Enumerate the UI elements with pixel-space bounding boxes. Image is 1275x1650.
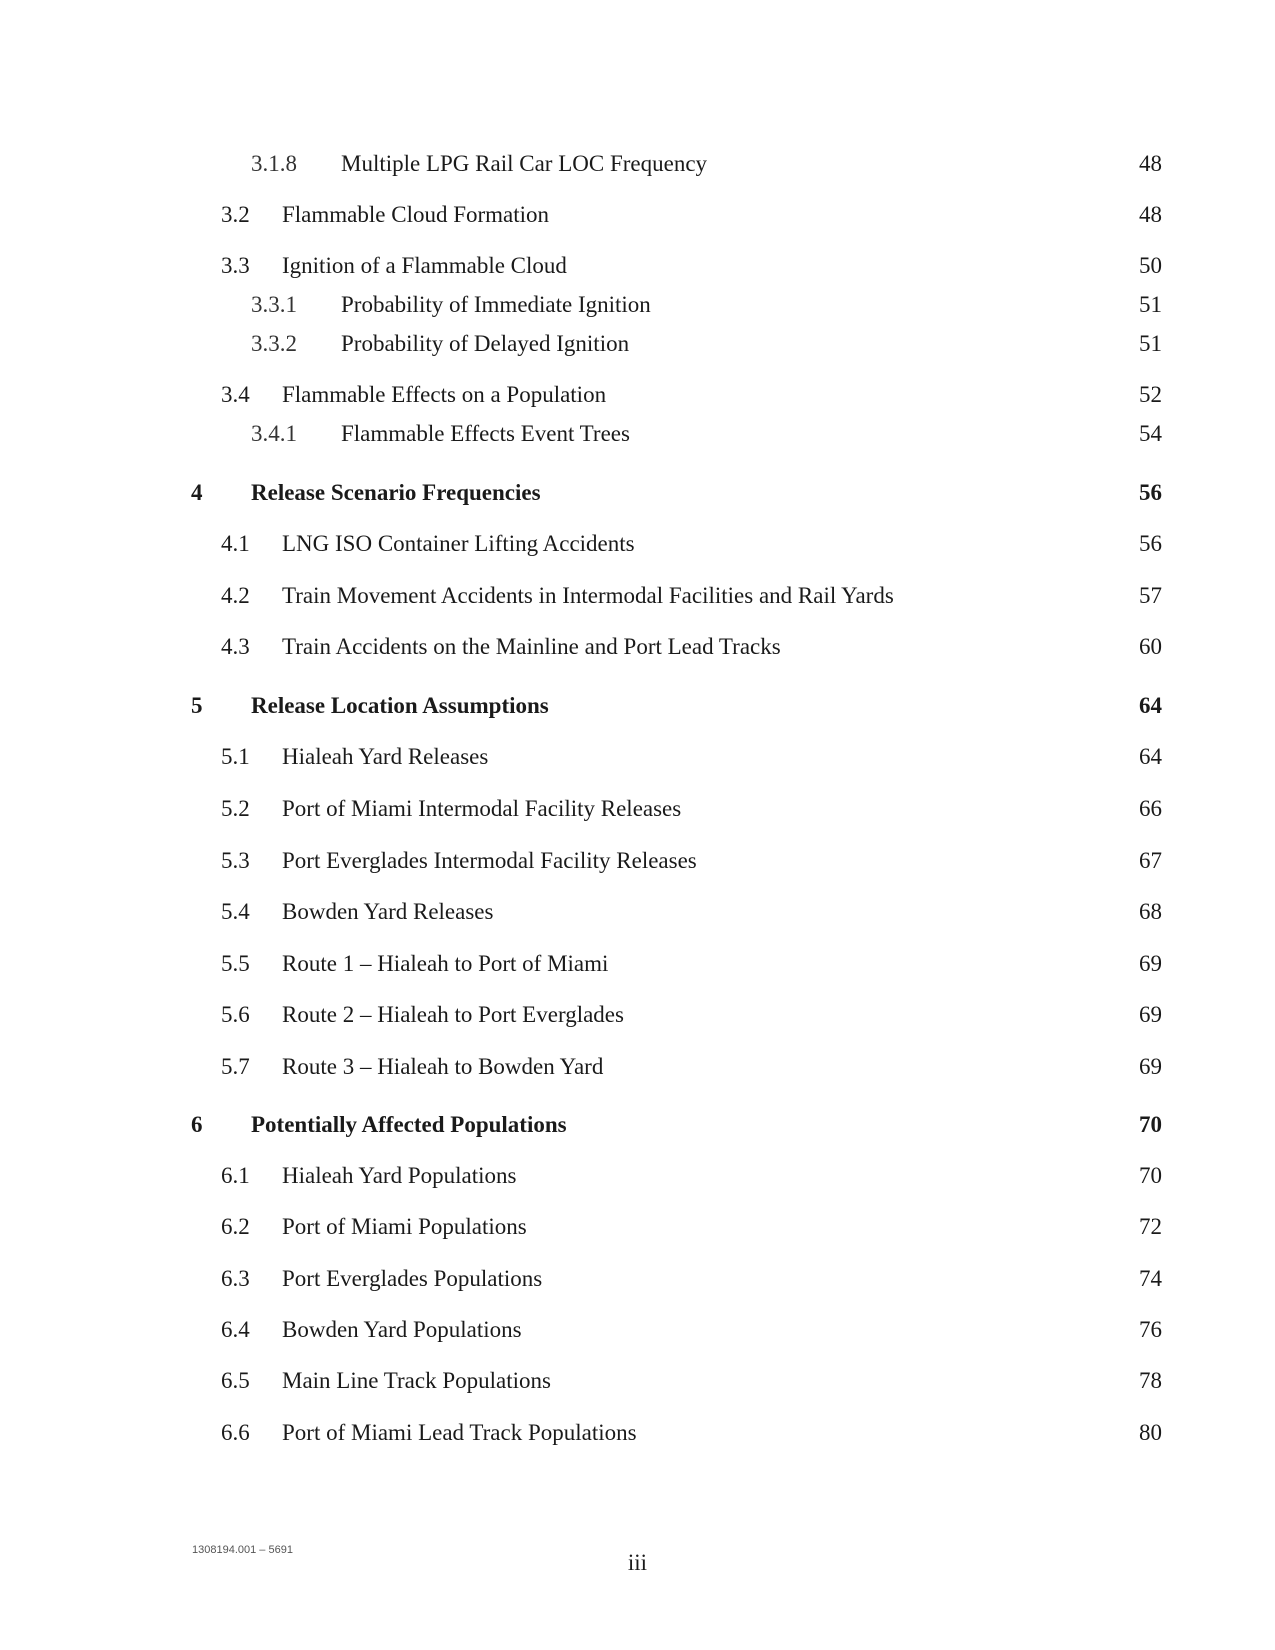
toc-entry-title: Bowden Yard Populations xyxy=(282,1317,522,1342)
toc-entry xyxy=(0,580,1275,612)
toc-entry-page: 80 xyxy=(1139,1420,1162,1445)
footer-page-number: iii xyxy=(627,1550,648,1575)
toc-entry xyxy=(0,328,1275,360)
toc-entry-number: 3.2 xyxy=(221,202,250,227)
toc-entry-title: Ignition of a Flammable Cloud xyxy=(282,253,567,278)
toc-entry-title: Port of Miami Lead Track Populations xyxy=(282,1420,637,1445)
toc-entry-page: 69 xyxy=(1139,951,1162,976)
toc-entry-number: 3.1.8 xyxy=(251,151,297,176)
toc-entry-page: 48 xyxy=(1139,151,1162,176)
toc-entry-page: 70 xyxy=(1139,1112,1162,1137)
toc-entry-page: 64 xyxy=(1139,693,1162,718)
toc-entry-number: 4 xyxy=(191,480,203,505)
toc-entry-page: 70 xyxy=(1139,1163,1162,1188)
toc-entry-title: Train Accidents on the Mainline and Port Lead Tracks xyxy=(282,634,781,659)
toc-entry-title: Route 3 – Hialeah to Bowden Yard xyxy=(282,1054,604,1079)
toc-entry xyxy=(0,1211,1275,1243)
toc-entry-number: 5.7 xyxy=(221,1054,250,1079)
toc-section-heading xyxy=(0,690,1275,722)
toc-entry-page: 64 xyxy=(1139,744,1162,769)
toc-entry-page: 51 xyxy=(1139,292,1162,317)
toc-entry-page: 48 xyxy=(1139,202,1162,227)
toc-entry-title: Train Movement Accidents in Intermodal Facilities and Rail Yards xyxy=(282,583,894,608)
toc-entry-title: Route 2 – Hialeah to Port Everglades xyxy=(282,1002,624,1027)
toc-entry xyxy=(0,289,1275,321)
toc-entry-number: 6 xyxy=(191,1112,203,1137)
toc-entry xyxy=(0,631,1275,663)
toc-entry-number: 3.3.1 xyxy=(251,292,297,317)
toc-entry-page: 78 xyxy=(1139,1368,1162,1393)
toc-entry-page: 66 xyxy=(1139,796,1162,821)
toc-entry xyxy=(0,999,1275,1031)
toc-entry xyxy=(0,379,1275,411)
toc-entry-page: 50 xyxy=(1139,253,1162,278)
toc-entry xyxy=(0,528,1275,560)
toc-entry-page: 51 xyxy=(1139,331,1162,356)
toc-entry xyxy=(0,199,1275,231)
toc-entry-number: 5.3 xyxy=(221,848,250,873)
toc-entry xyxy=(0,418,1275,450)
toc-section-heading xyxy=(0,1109,1275,1141)
toc-entry-number: 4.1 xyxy=(221,531,250,556)
toc-entry-title: Probability of Immediate Ignition xyxy=(341,292,651,317)
toc-entry-title: Release Location Assumptions xyxy=(251,693,549,718)
toc-entry-title: Release Scenario Frequencies xyxy=(251,480,541,505)
toc-entry-page: 69 xyxy=(1139,1054,1162,1079)
toc-entry-number: 3.3.2 xyxy=(251,331,297,356)
toc-entry xyxy=(0,1417,1275,1449)
toc-entry-title: Route 1 – Hialeah to Port of Miami xyxy=(282,951,609,976)
footer-document-code: 1308194.001 – 5691 xyxy=(192,1544,293,1556)
toc-entry-number: 4.3 xyxy=(221,634,250,659)
toc-entry-title: Hialeah Yard Releases xyxy=(282,744,489,769)
toc-entry-title: Port of Miami Populations xyxy=(282,1214,527,1239)
toc-entry xyxy=(0,741,1275,773)
toc-entry xyxy=(0,1051,1275,1083)
toc-entry-number: 5.1 xyxy=(221,744,250,769)
toc-entry xyxy=(0,1314,1275,1346)
toc-entry-number: 4.2 xyxy=(221,583,250,608)
toc-entry-title: Flammable Cloud Formation xyxy=(282,202,550,227)
toc-entry-page: 57 xyxy=(1139,583,1162,608)
toc-entry-number: 6.6 xyxy=(221,1420,250,1445)
toc-entry xyxy=(0,1160,1275,1192)
toc-entry-page: 69 xyxy=(1139,1002,1162,1027)
toc-entry xyxy=(0,948,1275,980)
toc-entry-page: 74 xyxy=(1139,1266,1162,1291)
toc-entry-page: 60 xyxy=(1139,634,1162,659)
toc-entry xyxy=(0,845,1275,877)
toc-entry-title: Port of Miami Intermodal Facility Releases xyxy=(282,796,682,821)
toc-entry-title: Probability of Delayed Ignition xyxy=(341,331,630,356)
toc-entry-page: 56 xyxy=(1139,480,1162,505)
toc-entry-title: Flammable Effects on a Population xyxy=(282,382,607,407)
toc-entry-title: Port Everglades Intermodal Facility Releases xyxy=(282,848,697,873)
toc-entry-title: Flammable Effects Event Trees xyxy=(341,421,630,446)
toc-entry-title: Port Everglades Populations xyxy=(282,1266,543,1291)
toc-entry-number: 6.5 xyxy=(221,1368,250,1393)
toc-entry-title: Main Line Track Populations xyxy=(282,1368,551,1393)
toc-entry-number: 6.3 xyxy=(221,1266,250,1291)
toc-entry xyxy=(0,793,1275,825)
toc-entry xyxy=(0,1365,1275,1397)
toc-entry-title: Hialeah Yard Populations xyxy=(282,1163,517,1188)
toc-entry-page: 67 xyxy=(1139,848,1162,873)
toc-entry-number: 3.4 xyxy=(221,382,250,407)
toc-entry-title: Potentially Affected Populations xyxy=(251,1112,567,1137)
toc-entry-page: 54 xyxy=(1139,421,1162,446)
toc-entry-number: 5.4 xyxy=(221,899,250,924)
toc-entry-number: 5.6 xyxy=(221,1002,250,1027)
toc-entry xyxy=(0,250,1275,282)
toc-entry-number: 5 xyxy=(191,693,203,718)
toc-entry-page: 68 xyxy=(1139,899,1162,924)
toc-entry-number: 3.3 xyxy=(221,253,250,278)
toc-entry-number: 5.5 xyxy=(221,951,250,976)
toc-entry-page: 76 xyxy=(1139,1317,1162,1342)
toc-entry xyxy=(0,896,1275,928)
toc-entry xyxy=(0,148,1275,180)
toc-entry xyxy=(0,1263,1275,1295)
toc-entry-page: 52 xyxy=(1139,382,1162,407)
toc-entry-title: LNG ISO Container Lifting Accidents xyxy=(282,531,635,556)
toc-section-heading xyxy=(0,477,1275,509)
toc-entry-number: 3.4.1 xyxy=(251,421,297,446)
toc-entry-number: 6.2 xyxy=(221,1214,250,1239)
toc-entry-number: 6.4 xyxy=(221,1317,250,1342)
toc-entry-number: 6.1 xyxy=(221,1163,250,1188)
toc-entry-page: 56 xyxy=(1139,531,1162,556)
toc-entry-number: 5.2 xyxy=(221,796,250,821)
toc-entry-title: Multiple LPG Rail Car LOC Frequency xyxy=(341,151,708,176)
toc-entry-title: Bowden Yard Releases xyxy=(282,899,494,924)
toc-entry-page: 72 xyxy=(1139,1214,1162,1239)
